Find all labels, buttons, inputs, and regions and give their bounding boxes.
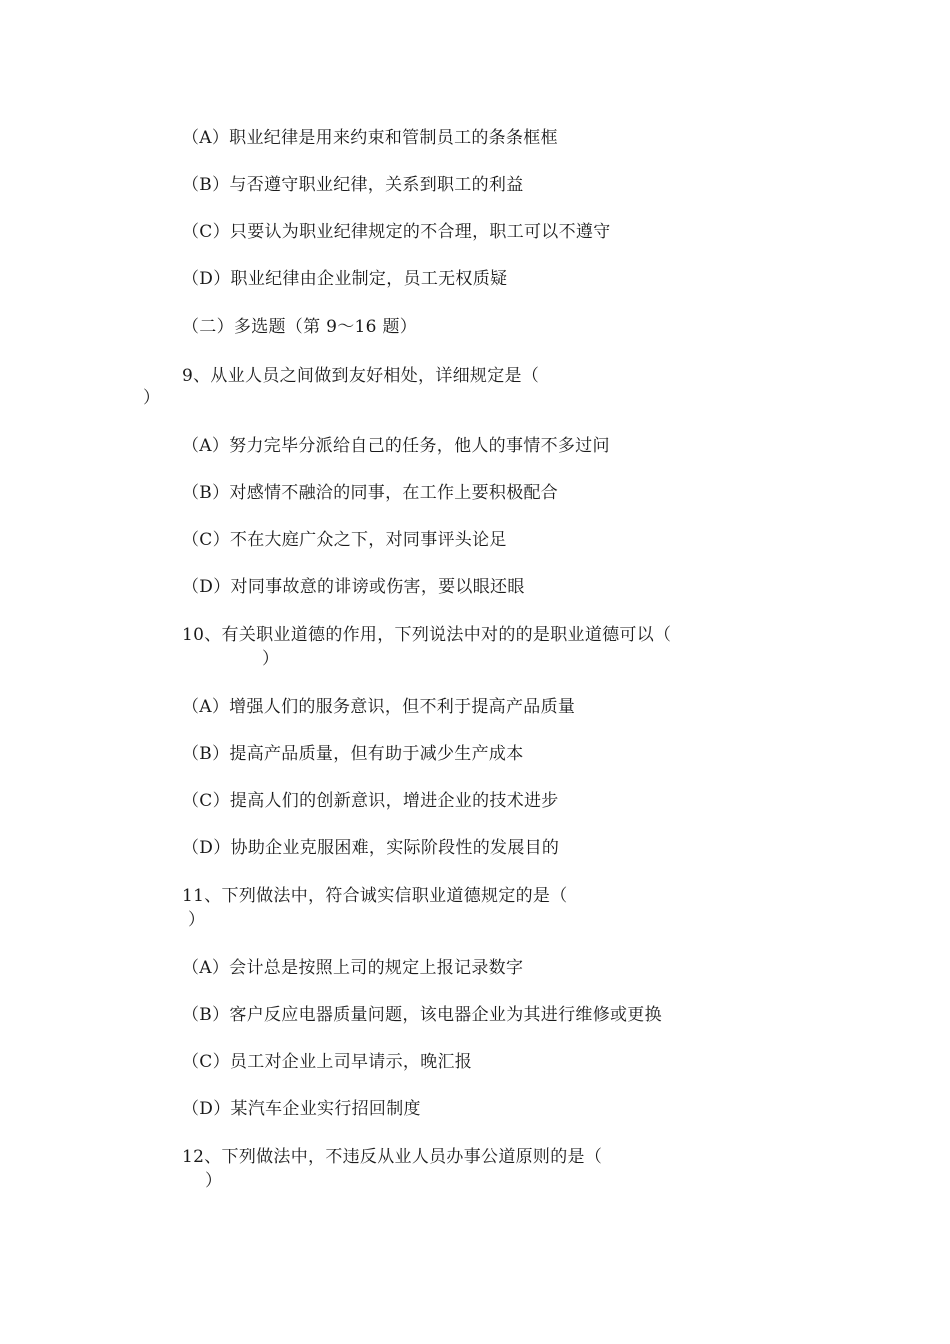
option-c-q11: （C）员工对企业上司早请示，晚汇报 [182,1052,473,1072]
option-a-q9: （A）努力完毕分派给自己的任务，他人的事情不多过问 [182,436,610,456]
question-9: 9、从业人员之间做到友好相处，详细规定是（ [182,366,540,386]
option-b-q9: （B）对感情不融洽的同事，在工作上要积极配合 [182,483,559,503]
section-heading-multiple-choice: （二）多选题（第 9～16 题） [182,317,418,337]
option-b-q11: （B）客户反应电器质量问题，该电器企业为其进行维修或更换 [182,1005,662,1025]
option-a-q10: （A）增强人们的服务意识，但不利于提高产品质量 [182,697,576,717]
option-a-q11: （A）会计总是按照上司的规定上报记录数字 [182,958,524,978]
question-9-close-paren: ） [143,388,161,408]
question-10-close-paren: ） [262,649,280,669]
option-b-q8: （B）与否遵守职业纪律，关系到职工的利益 [182,175,524,195]
option-d-q10: （D）协助企业克服困难，实际阶段性的发展目的 [182,838,560,858]
question-11-close-paren: ） [188,910,206,930]
option-d-q8: （D）职业纪律由企业制定，员工无权质疑 [182,269,508,289]
option-d-q9: （D）对同事故意的诽谤或伤害，要以眼还眼 [182,577,525,597]
option-b-q10: （B）提高产品质量，但有助于减少生产成本 [182,744,524,764]
option-a-q8: （A）职业纪律是用来约束和管制员工的条条框框 [182,128,558,148]
option-d-q11: （D）某汽车企业实行招回制度 [182,1099,421,1119]
option-c-q10: （C）提高人们的创新意识，增进企业的技术进步 [182,791,559,811]
question-12: 12、下列做法中，不违反从业人员办事公道原则的是（ [182,1147,603,1167]
question-10: 10、有关职业道德的作用，下列说法中对的的是职业道德可以（ [182,625,672,645]
question-11: 11、下列做法中，符合诚实信职业道德规定的是（ [182,886,568,906]
option-c-q9: （C）不在大庭广众之下，对同事评头论足 [182,530,507,550]
question-12-close-paren: ） [205,1171,223,1191]
option-c-q8: （C）只要认为职业纪律规定的不合理，职工可以不遵守 [182,222,611,242]
